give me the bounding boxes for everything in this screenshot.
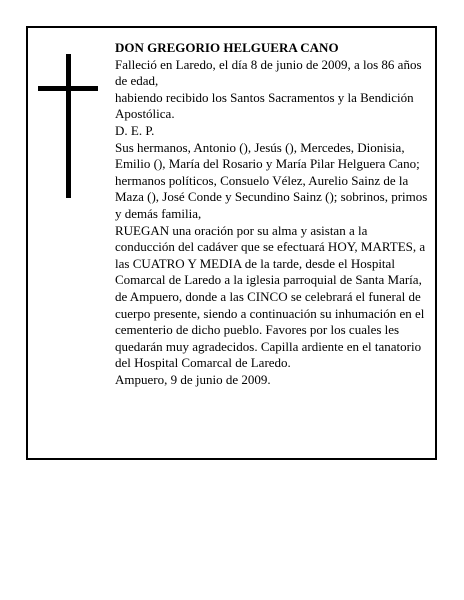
place-and-date: Ampuero, 9 de junio de 2009. <box>115 371 271 387</box>
deceased-name: DON GREGORIO HELGUERA CANO <box>115 40 339 55</box>
death-details: Falleció en Laredo, el día 8 de junio de 2009, a los 86 años de edad, <box>115 56 422 89</box>
notice-text <box>115 40 429 388</box>
family-list: Sus hermanos, Antonio (), Jesús (), Mercedes, Dionisia, Emilio (), María del Rosario y María Pilar Helguera Cano; hermanos políticos, Consuelo Vélez, Aurelio Sainz de la Maza (), José Conde y Secundino Sainz (); sobrinos, primos y demás familia, <box>115 139 428 221</box>
obituary-notice <box>26 26 437 460</box>
cross-horizontal-bar <box>38 86 98 91</box>
sacraments-line: habiendo recibido los Santos Sacramentos y la Bendición Apostólica. <box>115 89 414 122</box>
cross-icon <box>38 54 98 198</box>
rip-line: D. E. P. <box>115 122 155 138</box>
cross-vertical-bar <box>66 54 71 198</box>
funeral-arrangements: RUEGAN una oración por su alma y asistan a la conducción del cadáver que se efectuará HOY, MARTES, a las CUATRO Y MEDIA de la tarde, desde el Hospital Comarcal de Laredo a la iglesia parroquial de Santa María, de Ampuero, donde a las CINCO se celebrará el funeral de cuerpo presente, siendo a continuación su inhumación en el cementerio de dicho pueblo. Favores por los cuales les quedarán muy agradecidos. Capilla ardiente en el tanatorio del Hospital Comarcal de Laredo. <box>115 222 426 371</box>
